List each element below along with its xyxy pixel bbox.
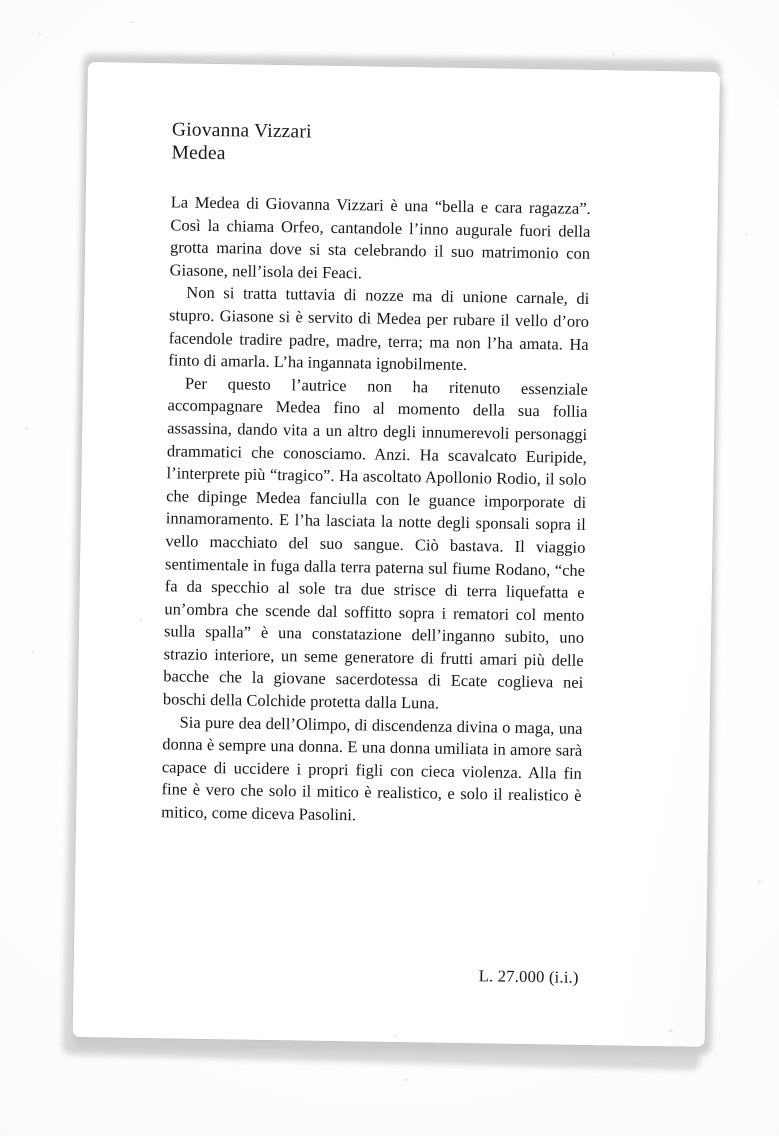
scan-speck	[404, 1078, 408, 1081]
scan-speck	[757, 880, 761, 883]
scan-speck	[24, 427, 29, 430]
paragraph: Non si tratta tuttavia di nozze ma di unione carnale, di stupro. Giasone si è servito di Medea per rubare il vello d’oro facendole tradire padre, madre, terra; ma non l’ha amata. Ha finto di amarla. L’ha ingannata ignobilmente.	[168, 282, 590, 375]
scan-speck	[31, 651, 34, 654]
book-title: Medea	[171, 141, 226, 164]
paper-surface	[73, 62, 720, 1047]
paper-speck	[669, 1029, 673, 1032]
paragraph: Sia pure dea dell’Olimpo, di discendenza divina o maga, una donna è sempre una donna. E una donna umiliata in amore sarà capace di uccidere i propri figli con cieca violenza. Alla fin fine è vero che solo il mitico è realistico, e solo il realistico è mitico, come diceva Pasolini.	[161, 712, 583, 825]
page-title	[171, 119, 592, 171]
scanned-page	[73, 62, 720, 1047]
paper-speck	[394, 1035, 397, 1038]
scan-speck	[38, 33, 41, 36]
scan-speck	[745, 233, 748, 236]
author-name: Giovanna Vizzari	[171, 119, 312, 143]
scan-speck	[130, 21, 134, 23]
paragraph: La Medea di Giovanna Vizzari è una “bella e cara ragazza”. Così la chiama Orfeo, cantandole l’inno augurale fuori della grotta marina dove si sta celebrando il suo matrimonio con Giasone, nell’isola dei Feaci.	[169, 192, 591, 283]
price-label: L. 27.000 (i.i.)	[478, 966, 579, 987]
paper-speck	[139, 619, 142, 622]
scan-speck	[612, 52, 615, 56]
paper-sheet	[73, 62, 720, 1047]
paragraph: Per questo l’autrice non ha ritenuto essenziale accompagnare Medea fino al momento della sua follia assassina, dando vita a un altro degli innumerevoli personaggi drammatici che conosciamo. Anzi. Ha scavalcato Euripide, l’interprete più “tragico”. Ha ascoltato Apollonio Rodio, il solo che dipinge Medea fanciulla con le guance imporporate di innamoramento. E l’ha lasciata la notte degli sponsali sopra il vello macchiato del suo sangue. Ciò bastava. Il viaggio sentimentale in fuga dalla terra paterna sul fiume Rodano, “che fa da specchio al sole tra due strisce di terra liquefatta e un’ombra che scende dal soffitto sopra i rematori col mento sulla spalla” è una constatazione dell’inganno subito, uno strazio interiore, un seme generatore di frutti amari più delle bacche che la giovane sacerdotessa di Ecate coglieva nei boschi della Colchide protetta dalla Luna.	[162, 373, 589, 713]
text-column	[161, 119, 592, 830]
